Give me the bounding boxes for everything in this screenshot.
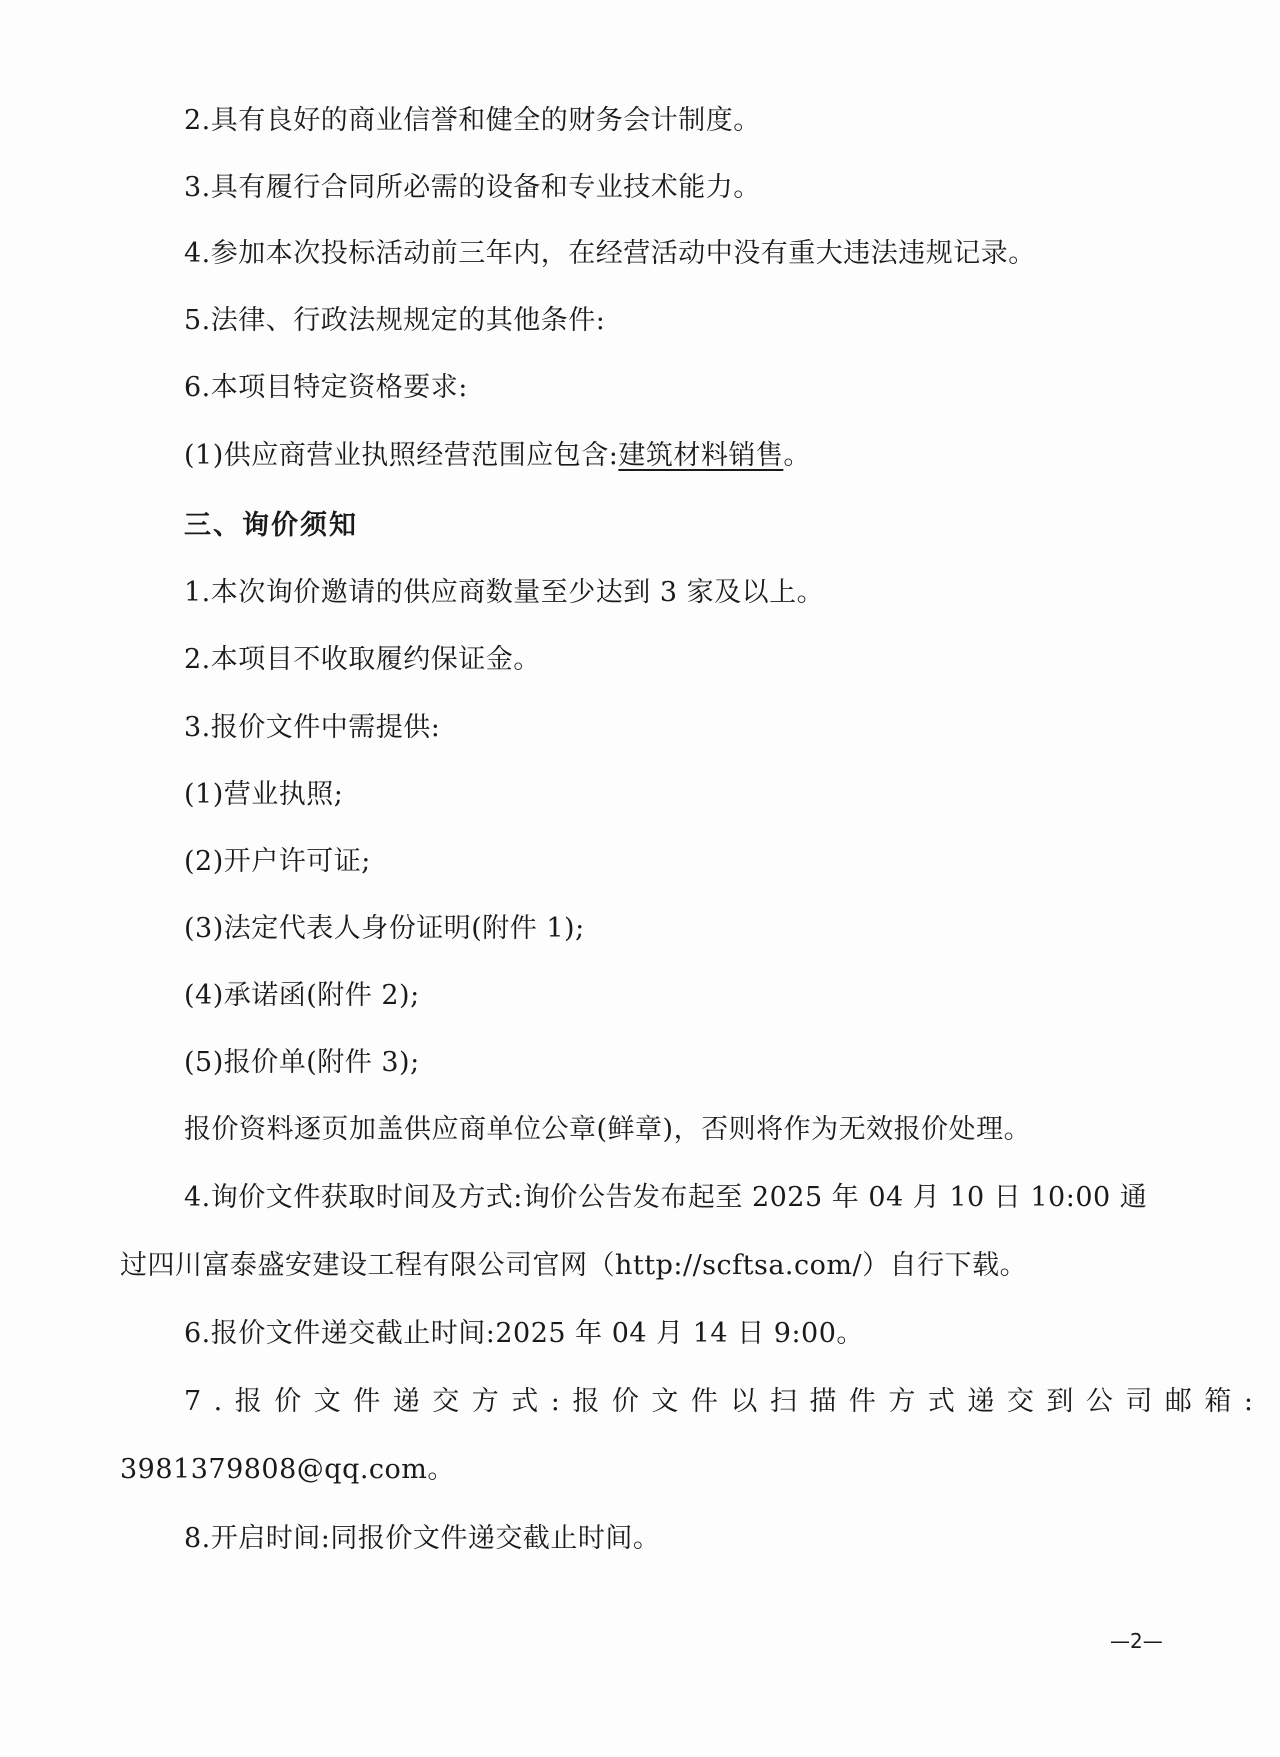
notice-item-1: 1.本次询价邀请的供应商数量至少达到 3 家及以上。 xyxy=(184,577,825,608)
notice-item-4-line-2: 过四川富泰盛安建设工程有限公司官网（http://scftsa.com/）自行下载。 xyxy=(120,1250,1028,1281)
qualification-item-5: 5.法律、行政法规规定的其他条件: xyxy=(184,305,606,336)
notice-item-7-email: 3981379808@qq.com。 xyxy=(120,1454,455,1485)
business-scope: 建筑材料销售 xyxy=(618,440,784,471)
notice-item-8: 8.开启时间:同报价文件递交截止时间。 xyxy=(184,1523,661,1554)
special-requirement-1 xyxy=(184,438,811,474)
doc-item-account-permit: (2)开户许可证; xyxy=(184,846,371,877)
notice-item-6: 6.报价文件递交截止时间:2025 年 04 月 14 日 9:00。 xyxy=(184,1318,864,1349)
qualification-item-3: 3.具有履行合同所必需的设备和专业技术能力。 xyxy=(184,172,761,203)
qualification-item-2: 2.具有良好的商业信誉和健全的财务会计制度。 xyxy=(184,105,761,136)
requirement-suffix: 。 xyxy=(783,440,811,471)
notice-item-2: 2.本项目不收取履约保证金。 xyxy=(184,644,541,675)
qualification-item-4: 4.参加本次投标活动前三年内，在经营活动中没有重大违法违规记录。 xyxy=(184,238,1036,269)
doc-item-legal-rep-id: (3)法定代表人身份证明(附件 1); xyxy=(184,913,585,944)
notice-item-7-line-1: 7.报价文件递交方式:报价文件以扫描件方式递交到公司邮箱: xyxy=(184,1386,1266,1417)
qualification-item-6: 6.本项目特定资格要求: xyxy=(184,372,468,403)
notice-item-4-line-1: 4.询价文件获取时间及方式:询价公告发布起至 2025 年 04 月 10 日 10:00 通 xyxy=(184,1182,1148,1213)
doc-item-business-license: (1)营业执照; xyxy=(184,779,344,810)
doc-item-quotation-sheet: (5)报价单(附件 3); xyxy=(184,1047,420,1078)
seal-requirement: 报价资料逐页加盖供应商单位公章(鲜章)，否则将作为无效报价处理。 xyxy=(184,1114,1032,1145)
page-number: —2— xyxy=(1110,1629,1163,1653)
doc-item-commitment-letter: (4)承诺函(附件 2); xyxy=(184,980,420,1011)
notice-item-3: 3.报价文件中需提供: xyxy=(184,712,441,743)
section-heading-inquiry-notice: 三、询价须知 xyxy=(184,510,358,541)
requirement-prefix: (1)供应商营业执照经营范围应包含: xyxy=(184,440,619,471)
